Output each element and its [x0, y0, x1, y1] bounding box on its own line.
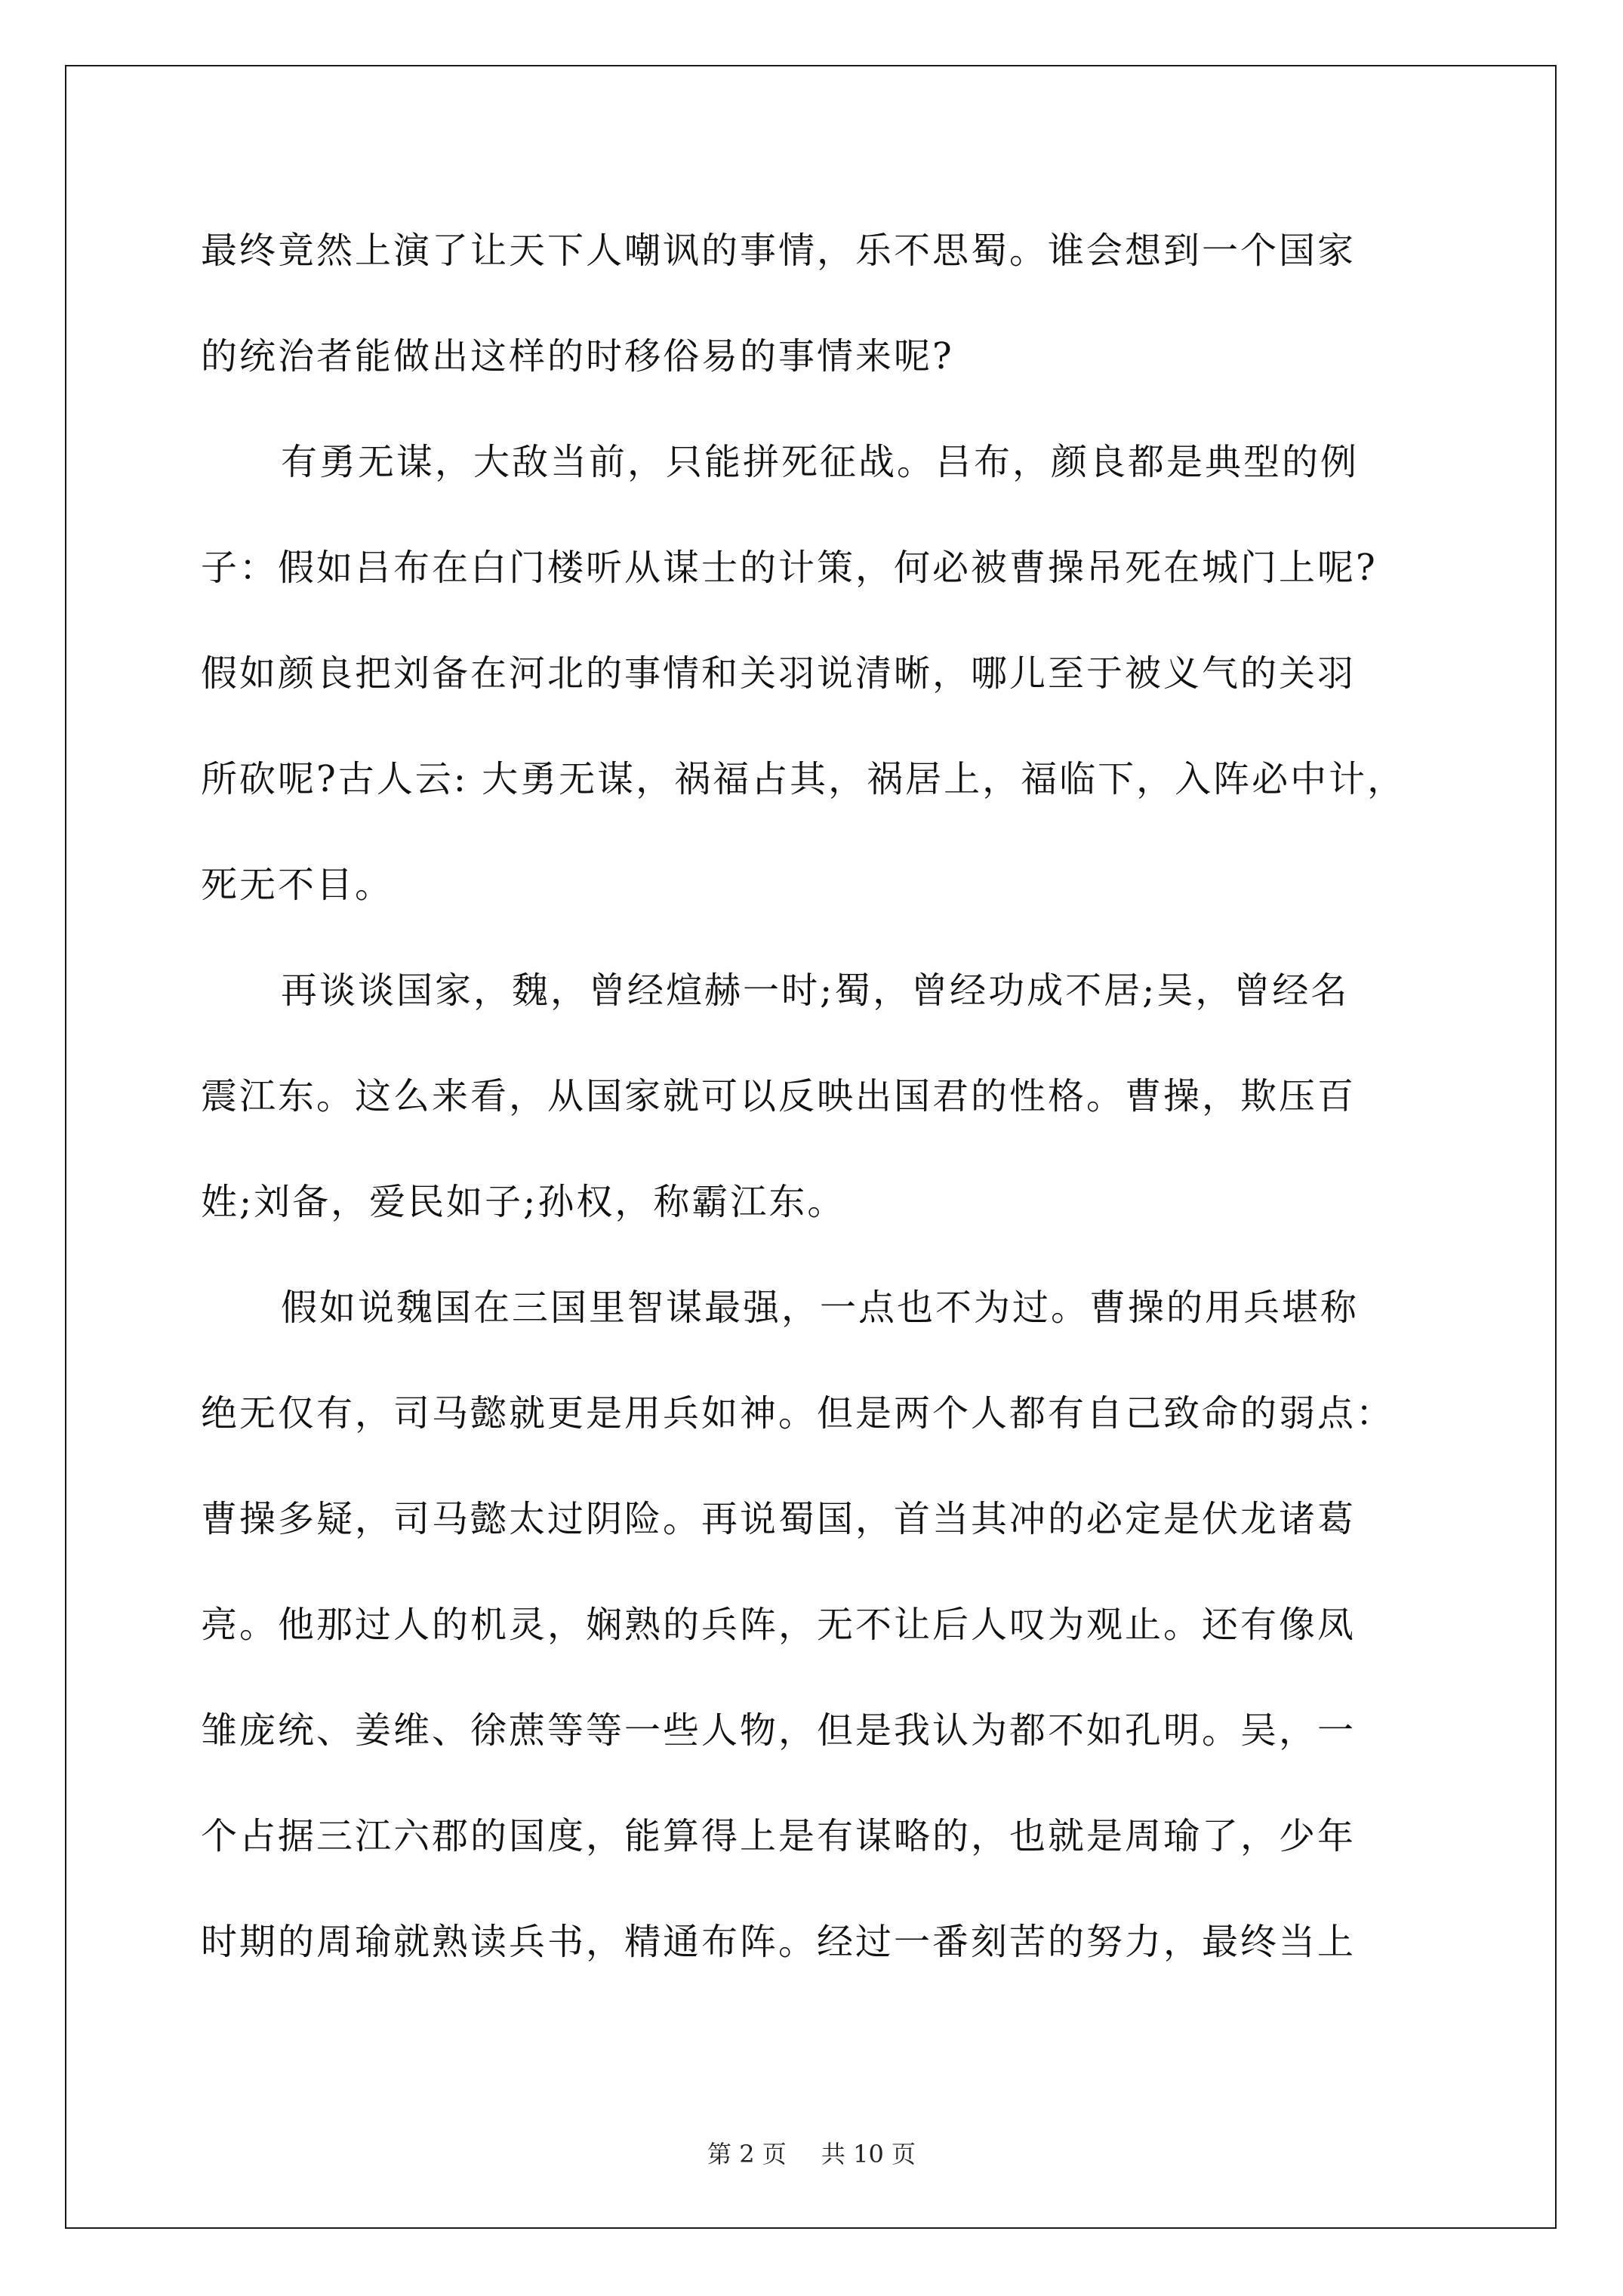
text-line: 假如颜良把刘备在河北的事情和关羽说清晰，哪儿至于被义气的关羽 [201, 652, 1357, 695]
paragraph-start-line: 假如说魏国在三国里智谋最强，一点也不为过。曹操的用兵堪称 [281, 1287, 1360, 1329]
paragraph-start-line: 有勇无谋，大敌当前，只能拼死征战。吕布，颜良都是典型的例 [281, 441, 1360, 483]
total-pages: 共 10 页 [821, 2140, 916, 2168]
page-footer [0, 2135, 1623, 2170]
paragraph-start-line: 再谈谈国家，魏，曾经煊赫一时;蜀，曾经功成不居;吴，曾经名 [281, 969, 1350, 1012]
text-line: 所砍呢?古人云: 大勇无谋，祸福占其，祸居上，福临下，入阵必中计， [201, 758, 1406, 800]
text-line: 震江东。这么来看，从国家就可以反映出国君的性格。曹操，欺压百 [201, 1075, 1357, 1117]
text-line: 个占据三江六郡的国度，能算得上是有谋略的，也就是周瑜了，少年 [201, 1815, 1357, 1857]
text-line: 子：假如吕布在白门楼听从谋士的计策，何必被曹操吊死在城门上呢? [201, 547, 1378, 589]
text-line: 姓;刘备，爱民如子;孙权，称霸江东。 [201, 1181, 846, 1223]
text-line: 死无不目。 [201, 864, 394, 906]
text-line: 绝无仅有，司马懿就更是用兵如神。但是两个人都有自己致命的弱点： [201, 1392, 1395, 1435]
text-line: 曹操多疑，司马懿太过阴险。再说蜀国，首当其冲的必定是伏龙诸葛 [201, 1498, 1357, 1540]
document-body [201, 219, 1440, 2016]
page-number: 第 2 页 [707, 2140, 787, 2168]
text-line: 亮。他那过人的机灵，娴熟的兵阵，无不让后人叹为观止。还有像凤 [201, 1604, 1357, 1646]
text-line: 最终竟然上演了让天下人嘲讽的事情，乐不思蜀。谁会想到一个国家 [201, 230, 1357, 272]
text-line: 时期的周瑜就熟读兵书，精通布阵。经过一番刻苦的努力，最终当上 [201, 1921, 1357, 1963]
text-line: 雏庞统、姜维、徐蔗等等一些人物，但是我认为都不如孔明。吴，一 [201, 1709, 1357, 1752]
text-line: 的统治者能做出这样的时移俗易的事情来呢? [201, 335, 954, 378]
